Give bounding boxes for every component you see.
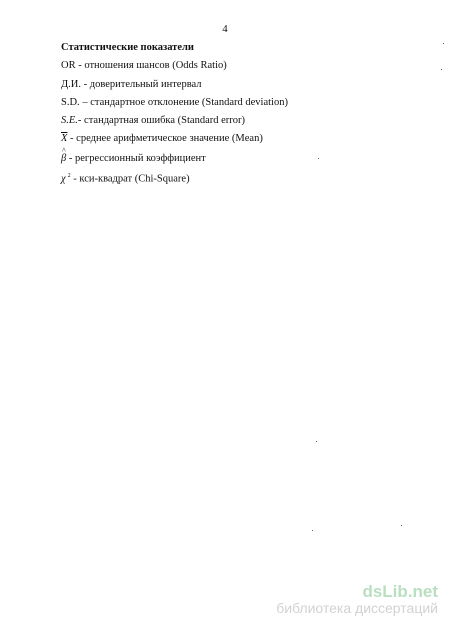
abbreviation-term: S.D. bbox=[61, 97, 80, 108]
abbreviation-confidence-interval bbox=[61, 79, 202, 90]
abbreviation-definition: - среднее арифметическое значение (Mean) bbox=[67, 133, 263, 144]
scan-speck bbox=[312, 530, 313, 531]
abbreviation-mean bbox=[61, 133, 263, 144]
abbreviation-se bbox=[61, 115, 245, 126]
scan-speck bbox=[316, 441, 317, 442]
chi-superscript: 2 bbox=[67, 173, 71, 179]
abbreviation-or bbox=[61, 60, 227, 71]
section-heading: Статистические показатели bbox=[61, 42, 194, 53]
abbreviation-term: S.E. bbox=[61, 115, 78, 126]
abbreviation-definition: - отношения шансов (Odds Ratio) bbox=[75, 60, 227, 71]
abbreviation-definition: - доверительный интервал bbox=[81, 79, 202, 90]
abbreviation-definition: - кси-квадрат (Chi-Square) bbox=[70, 173, 190, 185]
scan-speck bbox=[401, 525, 402, 526]
page-number: 4 bbox=[222, 24, 228, 35]
abbreviation-term: OR bbox=[61, 60, 76, 71]
chi-symbol: χ $^2$ bbox=[61, 173, 71, 185]
abbreviation-definition: - регрессионный коэффициент bbox=[66, 153, 206, 164]
mean-symbol: $\overline{X}$ bbox=[61, 133, 68, 144]
watermark-brand: dsLib.net bbox=[362, 582, 438, 601]
abbreviation-definition: – стандартное отклонение (Standard deviation) bbox=[79, 97, 288, 108]
abbreviation-beta bbox=[61, 153, 206, 164]
abbreviation-chi-square bbox=[61, 173, 190, 185]
scan-speck bbox=[443, 43, 444, 44]
abbreviation-term: Д.И. bbox=[61, 79, 81, 90]
watermark-subtitle: библиотека диссертаций bbox=[276, 600, 438, 616]
abbreviation-definition: - стандартная ошибка (Standard error) bbox=[77, 115, 246, 126]
scan-speck bbox=[318, 158, 319, 159]
beta-symbol: ^ β bbox=[61, 153, 66, 164]
scan-speck bbox=[441, 69, 442, 70]
abbreviation-sd bbox=[61, 97, 288, 108]
watermark bbox=[276, 582, 438, 616]
